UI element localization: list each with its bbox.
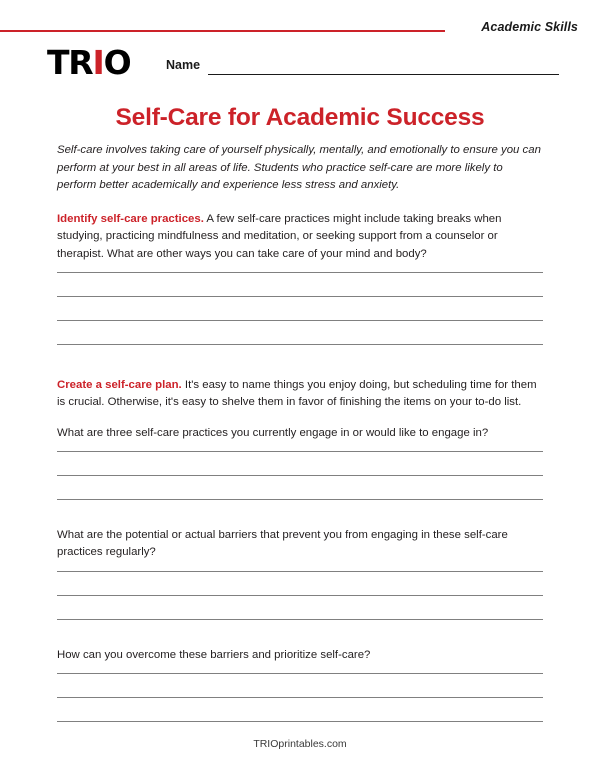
question-1-text: What are three self-care practices you currently engage in or would like to engage in?: [57, 426, 489, 439]
trio-logo-prefix: TR: [47, 43, 93, 82]
header-accent-rule: [0, 30, 445, 32]
section-2-lead: Create a self-care plan.: [57, 379, 182, 391]
answer-line[interactable]: [57, 673, 543, 674]
page-header: [0, 0, 600, 44]
trio-logo-accent-letter: I: [92, 43, 104, 82]
answer-line[interactable]: [57, 320, 543, 321]
section-2-body: It's easy to name things you enjoy doing, but scheduling time for them is crucial. Otherwise, it's easy to shelve them in favor of finishing the items on your to-do list.: [57, 379, 537, 409]
question-1-answer-lines: [57, 451, 543, 500]
section-identify-self-care-practices: [57, 211, 543, 345]
section-1-body: A few self-care practices might include taking breaks when studying, practicing mindfulness and meditation, or seeking support from a counselor or therapist. What are other ways you can take care of your mind and body?: [57, 213, 502, 260]
footer-site-label: TRIOprintables.com: [253, 738, 347, 750]
answer-line[interactable]: [57, 499, 543, 500]
answer-line[interactable]: [57, 475, 543, 476]
trio-logo: [47, 43, 131, 82]
section-1-paragraph: [57, 211, 543, 263]
page-title: Self-Care for Academic Success: [115, 104, 485, 131]
section-1-answer-lines: [57, 272, 543, 345]
answer-line[interactable]: [57, 619, 543, 620]
header-category-label: Academic Skills: [481, 20, 578, 34]
answer-line[interactable]: [57, 344, 543, 345]
logo-and-name-row: [0, 43, 600, 84]
answer-line[interactable]: [57, 595, 543, 596]
section-1-lead: Identify self-care practices.: [57, 213, 204, 226]
question-3-text: How can you overcome these barriers and prioritize self-care?: [57, 648, 371, 661]
question-3-answer-lines: [57, 673, 543, 722]
section-2-paragraph: [57, 377, 543, 412]
answer-line[interactable]: [57, 697, 543, 698]
name-field-label: Name: [166, 58, 201, 72]
answer-line[interactable]: [57, 721, 543, 722]
name-input-line[interactable]: [208, 74, 559, 75]
answer-line[interactable]: [57, 571, 543, 572]
intro-paragraph: Self-care involves taking care of yourself physically, mentally, and emotionally to ensure you can perform at your best in all areas of life. Students who practice self-care are more likely to perform better academically and experience less stress and anxiety.: [57, 144, 541, 192]
answer-line[interactable]: [57, 451, 543, 452]
answer-line[interactable]: [57, 296, 543, 297]
question-2-answer-lines: [57, 571, 543, 620]
question-2-text: What are the potential or actual barriers that prevent you from engaging in these self-care practices regularly?: [57, 528, 508, 559]
answer-line[interactable]: [57, 272, 543, 273]
trio-logo-suffix: O: [103, 43, 131, 82]
section-create-a-self-care-plan: [57, 377, 543, 722]
worksheet-content: [57, 142, 543, 722]
